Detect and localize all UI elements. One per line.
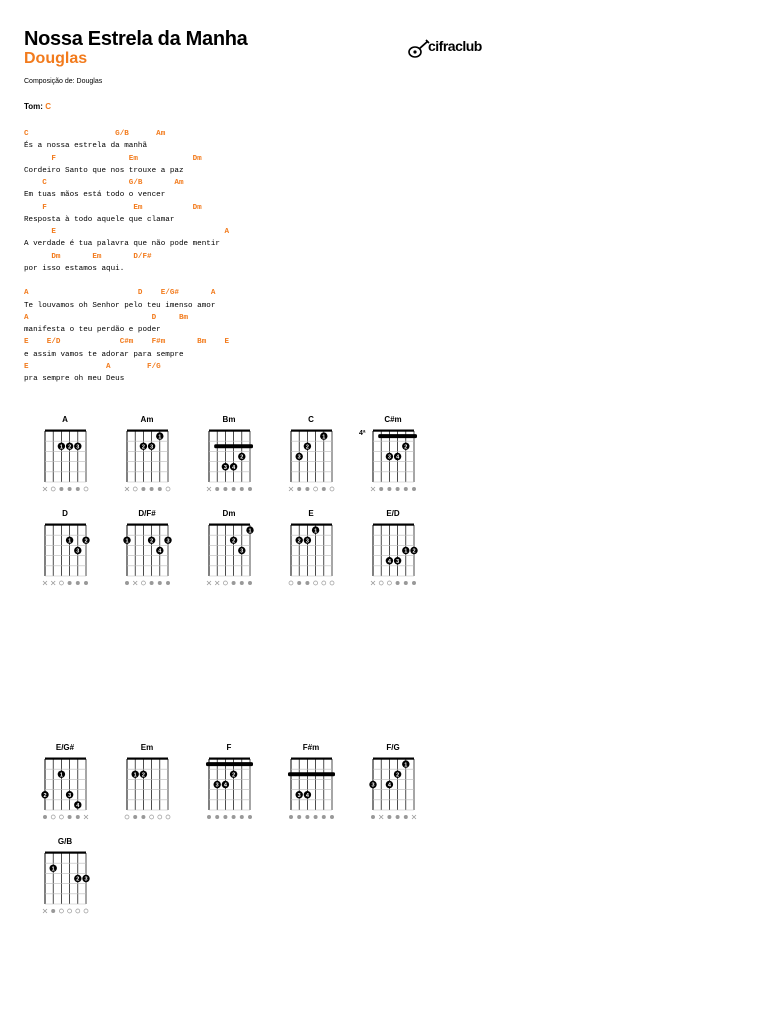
played-string-marker <box>248 487 252 491</box>
open-string-marker <box>51 815 55 819</box>
chord-grid <box>35 425 95 497</box>
played-string-marker <box>76 581 80 585</box>
chord-name: F/G <box>386 743 400 752</box>
chord-grid <box>281 425 341 497</box>
finger-number: 1 <box>59 444 63 451</box>
open-string-marker <box>59 815 63 819</box>
played-string-marker <box>412 581 416 585</box>
played-string-marker <box>404 487 408 491</box>
finger-number: 1 <box>404 548 408 555</box>
finger-number: 3 <box>297 792 301 799</box>
muted-string-marker <box>125 487 129 491</box>
finger-number: 1 <box>125 538 129 545</box>
finger-number: 2 <box>76 876 80 883</box>
open-string-marker <box>141 581 145 585</box>
muted-string-marker <box>207 487 211 491</box>
played-string-marker <box>330 815 334 819</box>
played-string-marker <box>150 581 154 585</box>
lyric-line: pra sempre oh meu Deus <box>24 375 125 383</box>
open-string-marker <box>387 581 391 585</box>
played-string-marker <box>215 487 219 491</box>
chord-diagram[interactable] <box>281 509 341 589</box>
played-string-marker <box>412 487 416 491</box>
played-string-marker <box>322 815 326 819</box>
finger-number: 2 <box>297 538 301 545</box>
chord-grid <box>363 753 423 825</box>
chord-name: E/G# <box>55 743 75 752</box>
chord-line[interactable]: E A <box>24 228 230 236</box>
finger-number: 4 <box>396 454 400 461</box>
finger-number: 1 <box>158 434 162 441</box>
played-string-marker <box>232 815 236 819</box>
chord-name: Am <box>140 415 154 424</box>
open-string-marker <box>84 487 88 491</box>
finger-number: 4 <box>223 782 227 789</box>
open-string-marker <box>76 909 80 913</box>
finger-number: 2 <box>84 538 88 545</box>
chord-diagram[interactable] <box>35 743 95 823</box>
chord-grid <box>199 425 259 497</box>
chord-name: A <box>62 415 68 424</box>
nut <box>291 758 332 760</box>
played-string-marker <box>207 815 211 819</box>
finger-number: 1 <box>248 528 252 535</box>
chord-line[interactable]: F Em Dm <box>24 203 202 212</box>
finger-number: 2 <box>305 444 309 451</box>
chord-line[interactable]: Dm Em D/F# <box>24 252 152 261</box>
played-string-marker <box>322 487 326 491</box>
played-string-marker <box>141 815 145 819</box>
played-string-marker <box>166 581 170 585</box>
nut <box>209 758 250 760</box>
chord-line[interactable]: E A F/G <box>24 362 161 371</box>
barre <box>288 772 335 776</box>
nut <box>127 430 168 432</box>
tom-key[interactable]: C <box>45 102 51 111</box>
muted-string-marker <box>207 581 211 585</box>
played-string-marker <box>240 487 244 491</box>
finger-number: 1 <box>59 772 63 779</box>
open-string-marker <box>150 815 154 819</box>
chord-grid <box>35 847 95 919</box>
barre <box>214 444 253 448</box>
lyric-line: És a nossa estrela da manhã <box>24 142 148 151</box>
finger-number: 4 <box>232 464 236 471</box>
chord-grid <box>363 519 423 591</box>
played-string-marker <box>232 581 236 585</box>
open-string-marker <box>166 487 170 491</box>
muted-string-marker <box>215 581 219 585</box>
played-string-marker <box>240 581 244 585</box>
open-string-marker <box>51 487 55 491</box>
finger-number: 2 <box>232 538 236 545</box>
played-string-marker <box>379 487 383 491</box>
chord-diagram[interactable] <box>117 743 177 823</box>
played-string-marker <box>59 487 63 491</box>
played-string-marker <box>43 815 47 819</box>
finger-number: 4 <box>76 803 80 810</box>
open-string-marker <box>133 487 137 491</box>
lyric-line: Te louvamos oh Senhor pelo teu imenso amor <box>24 301 216 310</box>
muted-string-marker <box>43 581 47 585</box>
open-string-marker <box>314 487 318 491</box>
chord-grid <box>281 753 341 825</box>
open-string-marker <box>158 815 162 819</box>
lyric-line: Resposta à todo aquele que clamar <box>24 215 175 224</box>
finger-number: 3 <box>297 454 301 461</box>
open-string-marker <box>166 815 170 819</box>
chord-grid <box>35 519 95 591</box>
finger-number: 1 <box>133 772 137 779</box>
chord-line[interactable]: C G/B Am <box>24 130 166 138</box>
played-string-marker <box>223 487 227 491</box>
nut <box>373 524 414 526</box>
song-sheet <box>24 128 229 385</box>
finger-number: 3 <box>76 444 80 451</box>
finger-number: 3 <box>387 454 391 461</box>
chord-grid <box>281 519 341 591</box>
muted-string-marker <box>412 815 416 819</box>
muted-string-marker <box>133 581 137 585</box>
tom-label: Tom: <box>24 102 43 111</box>
chord-diagram[interactable] <box>35 509 95 589</box>
finger-number: 4 <box>305 792 309 799</box>
played-string-marker <box>314 815 318 819</box>
chord-diagram[interactable] <box>199 415 259 495</box>
song-title: Nossa Estrela da Manha <box>24 28 248 50</box>
played-string-marker <box>223 815 227 819</box>
finger-number: 1 <box>314 528 318 535</box>
finger-number: 3 <box>76 548 80 555</box>
nut <box>209 524 250 526</box>
played-string-marker <box>76 815 80 819</box>
guitar-icon <box>408 38 430 60</box>
open-string-marker <box>314 581 318 585</box>
finger-number: 2 <box>412 548 416 555</box>
open-string-marker <box>68 909 72 913</box>
chord-name: D <box>62 509 68 518</box>
played-string-marker <box>51 909 55 913</box>
played-string-marker <box>387 487 391 491</box>
chord-name: F#m <box>302 743 320 752</box>
finger-number: 2 <box>240 454 244 461</box>
played-string-marker <box>404 581 408 585</box>
chord-diagram[interactable] <box>35 415 95 495</box>
played-string-marker <box>232 487 236 491</box>
cifraclub-logo[interactable] <box>408 34 488 62</box>
finger-number: 2 <box>150 538 154 545</box>
chord-diagram[interactable] <box>363 509 423 589</box>
muted-string-marker <box>289 487 293 491</box>
chord-diagram[interactable] <box>35 837 95 917</box>
played-string-marker <box>289 815 293 819</box>
muted-string-marker <box>43 487 47 491</box>
finger-number: 2 <box>404 444 408 451</box>
logo-text: cifraclub <box>428 38 482 54</box>
played-string-marker <box>158 581 162 585</box>
nut <box>373 758 414 760</box>
finger-number: 3 <box>305 538 309 545</box>
nut <box>45 430 86 432</box>
finger-number: 3 <box>215 782 219 789</box>
played-string-marker <box>68 581 72 585</box>
played-string-marker <box>248 581 252 585</box>
open-string-marker <box>379 581 383 585</box>
muted-string-marker <box>379 815 383 819</box>
muted-string-marker <box>43 909 47 913</box>
lyric-line: manifesta o teu perdão e poder <box>24 326 161 334</box>
chord-grid <box>117 753 177 825</box>
open-string-marker <box>223 581 227 585</box>
played-string-marker <box>133 815 137 819</box>
nut <box>45 852 86 854</box>
muted-string-marker <box>371 581 375 585</box>
nut <box>209 430 250 432</box>
played-string-marker <box>297 815 301 819</box>
finger-number: 4 <box>158 548 162 555</box>
open-string-marker <box>289 581 293 585</box>
chord-diagram[interactable] <box>199 743 259 823</box>
chord-diagram[interactable] <box>281 415 341 495</box>
nut <box>45 524 86 526</box>
open-string-marker <box>330 487 334 491</box>
played-string-marker <box>371 815 375 819</box>
played-string-marker <box>158 487 162 491</box>
lyric-line: Em tuas mãos está todo o vencer <box>24 191 166 200</box>
finger-number: 3 <box>68 792 72 799</box>
barre <box>378 434 417 438</box>
played-string-marker <box>68 815 72 819</box>
finger-number: 4 <box>387 558 391 565</box>
played-string-marker <box>297 487 301 491</box>
muted-string-marker <box>84 815 88 819</box>
chord-name: E <box>308 509 314 518</box>
chord-name: E/D <box>386 509 400 518</box>
played-string-marker <box>84 581 88 585</box>
lyric-line: Cordeiro Santo que nos trouxe a paz <box>24 166 184 175</box>
nut <box>45 758 86 760</box>
chord-name: C <box>308 415 314 424</box>
chord-grid <box>117 519 177 591</box>
finger-number: 1 <box>404 762 408 769</box>
composer-line: Composição de: Douglas <box>24 78 103 85</box>
tom-line <box>24 102 51 111</box>
finger-number: 3 <box>166 538 170 545</box>
played-string-marker <box>297 581 301 585</box>
played-string-marker <box>387 815 391 819</box>
muted-string-marker <box>371 487 375 491</box>
played-string-marker <box>76 487 80 491</box>
chord-line[interactable]: F Em Dm <box>24 154 202 163</box>
nut <box>127 524 168 526</box>
nut <box>127 758 168 760</box>
finger-number: 2 <box>396 772 400 779</box>
played-string-marker <box>396 487 400 491</box>
fret-position-label: 4ª <box>359 430 366 437</box>
chord-diagram[interactable] <box>359 415 423 495</box>
chord-line[interactable]: A D E/G# A <box>24 289 216 298</box>
open-string-marker <box>84 909 88 913</box>
played-string-marker <box>125 581 129 585</box>
finger-number: 3 <box>150 444 154 451</box>
nut <box>291 430 332 432</box>
chord-name: F <box>226 743 232 752</box>
played-string-marker <box>248 815 252 819</box>
open-string-marker <box>330 581 334 585</box>
artist-link[interactable]: Douglas <box>24 50 88 67</box>
chord-diagram[interactable] <box>281 743 341 823</box>
chord-name: Em <box>140 743 154 752</box>
chord-name: D/F# <box>138 509 156 518</box>
finger-number: 1 <box>51 866 55 873</box>
chord-grid <box>35 753 95 825</box>
finger-number: 2 <box>232 772 236 779</box>
chord-name: G/B <box>57 837 73 846</box>
open-string-marker <box>322 581 326 585</box>
nut <box>373 430 414 432</box>
finger-number: 3 <box>371 782 375 789</box>
finger-number: 2 <box>141 444 145 451</box>
chord-diagram[interactable] <box>117 509 177 589</box>
lyric-line: A verdade é tua palavra que não pode mentir <box>24 240 220 249</box>
played-string-marker <box>404 815 408 819</box>
played-string-marker <box>305 487 309 491</box>
finger-number: 3 <box>84 876 88 883</box>
played-string-marker <box>396 815 400 819</box>
chord-name: C#m <box>384 415 402 424</box>
finger-number: 2 <box>141 772 145 779</box>
chord-grid <box>359 425 423 497</box>
chord-line[interactable]: C G/B Am <box>24 179 184 187</box>
finger-number: 4 <box>387 782 391 789</box>
finger-number: 3 <box>396 558 400 565</box>
finger-number: 3 <box>223 464 227 471</box>
played-string-marker <box>305 815 309 819</box>
finger-number: 3 <box>240 548 244 555</box>
finger-number: 2 <box>43 792 47 799</box>
played-string-marker <box>215 815 219 819</box>
chord-name: Dm <box>222 509 236 518</box>
finger-number: 2 <box>68 444 72 451</box>
chord-diagram[interactable] <box>117 415 177 495</box>
chord-diagram[interactable] <box>199 509 259 589</box>
finger-number: 1 <box>68 538 72 545</box>
lyric-line: e assim vamos te adorar para sempre <box>24 350 184 359</box>
chord-diagram[interactable] <box>363 743 423 823</box>
open-string-marker <box>59 909 63 913</box>
played-string-marker <box>396 581 400 585</box>
chord-grid <box>199 519 259 591</box>
lyric-line: por isso estamos aqui. <box>24 264 125 273</box>
finger-number: 1 <box>322 434 326 441</box>
played-string-marker <box>240 815 244 819</box>
chord-line[interactable]: A D Bm <box>24 313 189 322</box>
played-string-marker <box>141 487 145 491</box>
played-string-marker <box>305 581 309 585</box>
chord-grid <box>117 425 177 497</box>
chord-line[interactable]: E E/D C#m F#m Bm E <box>24 338 230 347</box>
open-string-marker <box>59 581 63 585</box>
played-string-marker <box>150 487 154 491</box>
blank-line <box>24 275 229 287</box>
chord-grid <box>199 753 259 825</box>
muted-string-marker <box>51 581 55 585</box>
nut <box>291 524 332 526</box>
played-string-marker <box>68 487 72 491</box>
open-string-marker <box>125 815 129 819</box>
chord-name: Bm <box>222 415 236 424</box>
barre <box>206 762 253 766</box>
